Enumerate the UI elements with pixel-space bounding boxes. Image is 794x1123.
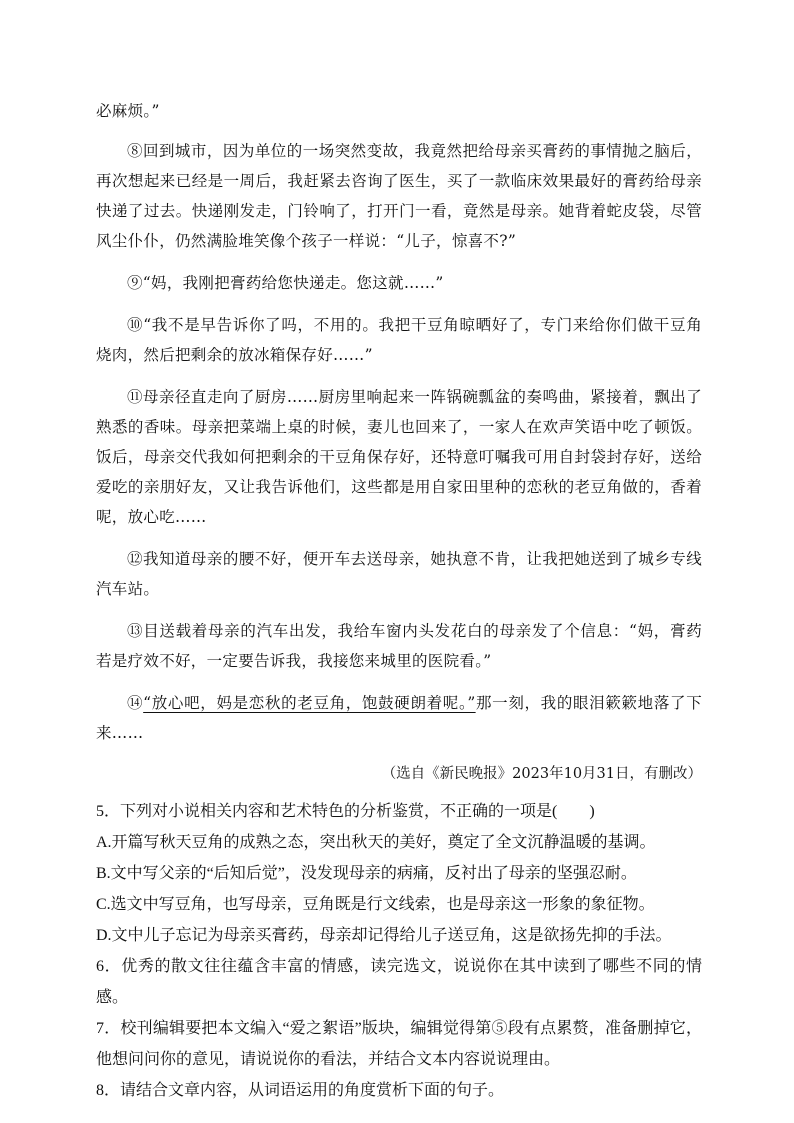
paragraph-11: ⑪母亲径直走向了厨房……厨房里响起来一阵锅碗瓢盆的奏鸣曲，紧接着，飘出了熟悉的香味。母亲把菜端上桌的时候，妻儿也回来了，一家人在欢声笑语中吃了顿饭。饭后，母亲交代我如何把剩余的干豆角保存好，还特意叮嘱我可用自封袋封存好，送给爱吃的亲朋好友，又让我告诉他们，这些都是用自家田里种的恋秋的老豆角做的，香着呢，放心吃……: [96, 388, 702, 526]
underlined-sentence: “放心吧，妈是恋秋的老豆角，饱鼓硬朗着呢。”: [143, 694, 476, 712]
document-page: [96, 96, 702, 1106]
paragraph-8: ⑧回到城市，因为单位的一场突然变故，我竟然把给母亲买膏药的事情抛之脑后，再次想起来已经是一周后，我赶紧去咨询了医生，买了一款临床效果最好的膏药给母亲快递了过去。快递刚发走，门铃响了，打开门一看，竟然是母亲。她背着蛇皮袋，尽管风尘仆仆，仍然满脸堆笑像个孩子一样说：“儿子，惊喜不?”: [96, 142, 702, 250]
question-5-option-d: D.文中儿子忘记为母亲买膏药，母亲却记得给儿子送豆角，这是欲扬先抑的手法。: [96, 927, 672, 944]
paragraph-10: ⑩“我不是早告诉你了吗，不用的。我把干豆角晾晒好了，专门来给你们做干豆角烧肉，然后把剩余的放冰箱保存好……”: [96, 316, 702, 364]
paragraph-intro: 必麻烦。”: [96, 102, 160, 120]
question-8: 8．请结合文章内容，从词语运用的角度赏析下面的句子。: [96, 1082, 505, 1099]
source-citation: （选自《新民晚报》2023年10月31日，有删改）: [381, 766, 702, 782]
question-6: 6．优秀的散文往往蕴含丰富的情感，读完选文，说说你在其中读到了哪些不同的情感。: [96, 958, 702, 1006]
paragraph-13: ⑬目送载着母亲的汽车出发，我给车窗内头发花白的母亲发了个信息：“妈，膏药若是疗效不好，一定要告诉我，我接您来城里的医院看。”: [96, 622, 702, 670]
paragraph-14-number: ⑭: [127, 694, 144, 712]
question-5-option-c: C.选文中写豆角，也写母亲，豆角既是行文线索，也是母亲这一形象的象征物。: [96, 896, 655, 913]
paragraph-12: ⑫我知道母亲的腰不好，便开车去送母亲，她执意不肯，让我把她送到了城乡专线汽车站。: [96, 550, 702, 598]
story-text: [96, 96, 702, 748]
question-7: 7．校刊编辑要把本文编入“爱之絮语”版块，编辑觉得第⑤段有点累赘，准备删掉它，他想问问你的意见，请说说你的看法，并结合文本内容说说理由。: [96, 1020, 702, 1068]
paragraph-9: ⑨“妈，我刚把膏药给您快递走。您这就……”: [127, 274, 444, 292]
question-5: 5．下列对小说相关内容和艺术特色的分析鉴赏，不正确的一项是( ): [96, 803, 595, 820]
paragraph-14: [96, 688, 702, 748]
questions: [96, 796, 702, 1106]
question-5-option-a: A.开篇写秋天豆角的成熟之态，突出秋天的美好，奠定了全文沉静温暖的基调。: [96, 834, 656, 851]
paragraph-14-rest: 那一刻，我的眼泪簌簌地落了下来……: [96, 694, 702, 742]
question-5-option-b: B.文中写父亲的“后知后觉”，没发现母亲的病痛，反衬出了母亲的坚强忍耐。: [96, 865, 637, 882]
